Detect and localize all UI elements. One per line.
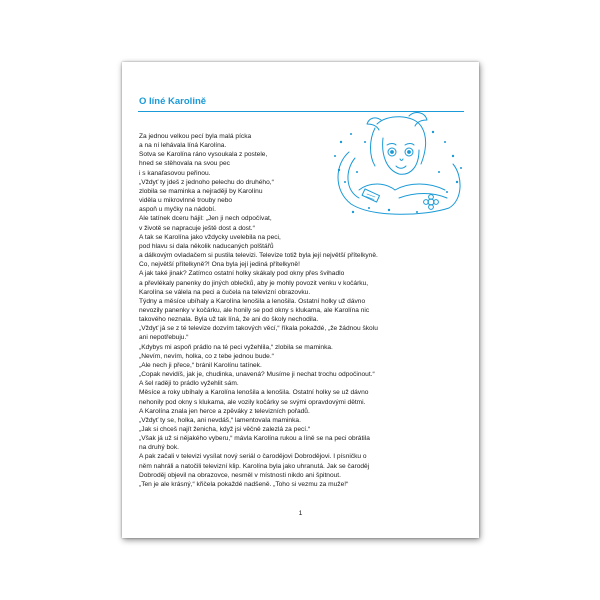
text-line: „Vždyť ty jdeš z jednoho pelechu do druhého,“ <box>139 178 274 186</box>
text-line: na druhý bok. <box>139 444 179 452</box>
text-line: aspoň u myčky na nádobí. <box>139 206 216 214</box>
page-number: 1 <box>298 510 303 517</box>
text-line: zlobila se maminka a nejraději by Karolínu <box>139 187 263 195</box>
text-line: viděla u mikrovlnné trouby nebo <box>139 197 233 205</box>
text-line: „Ale nech ji přece,“ bránil Karolínu tatínek. <box>139 361 262 369</box>
text-line: něm nahráli a natočili televizní klip. Karolína byla jako uhranutá. Jak se čaroděj <box>139 462 370 470</box>
text-line: nevozily panenky v kočárku, ale honily se pod okny s klukama, ale Karolína nic <box>139 306 370 314</box>
document-page <box>122 62 479 538</box>
text-line: a na ní lehávala líná Karolína. <box>139 142 227 150</box>
text-line: „Vždyť ty se, holka, ani nevdáš,“ lamentovala maminka. <box>139 416 301 424</box>
text-line: Karolína se válela na peci a čučela na televizní obrazovku. <box>139 288 311 296</box>
text-line: „Copak nevidíš, jak je, chudinka, unavená? Musíme ji nechat trochu odpočinout.“ <box>139 371 375 379</box>
text-line: ani nepotřebuju.“ <box>139 334 189 342</box>
text-line: Co, největší přítelkyně?! Ona byla její jediná přítelkyně! <box>139 261 300 269</box>
story-title: O líné Karolině <box>139 96 207 107</box>
text-line: A šel raději to prádlo vyžehlit sám. <box>139 380 239 388</box>
text-line: Za jednou velkou pecí byla malá pícka <box>139 133 252 140</box>
text-line: A Karolína znala jen herce a zpěváky z televizních pořadů. <box>139 407 310 415</box>
text-line: nehonily pod okny s klukama, ale vozily kočárky se svými opravdovými dětmi. <box>139 398 366 406</box>
text-line: Dobroděj objevil na obrazovce, nesměl v místnosti nikdo ani špitnout. <box>139 471 341 479</box>
text-line: „Jak si chceš najít ženicha, když jsi věčně zalezlá za pecí.“ <box>139 426 311 433</box>
text-line: A tak se Karolína jako vždycky uvelebila na peci, <box>139 233 281 241</box>
text-line: Sotva se Karolína ráno vysoukala z postele, <box>139 151 268 159</box>
text-line: Týdny a měsíce ubíhaly a Karolína lenošila a lenošila. Ostatní holky už dávno <box>139 297 366 305</box>
text-line: Ale tatínek dceru hájil: „Jen ji nech odpočívat, <box>139 215 272 223</box>
text-line: a převlékaly panenky do jiných oblečků, aby je mohly povozit venku v kočárku, <box>139 279 369 287</box>
text-line: A pak začali v televizi vysílat nový seriál o čarodějovi Dobroděјovi. I písničku o <box>139 453 367 461</box>
story-text <box>139 132 378 489</box>
title-rule <box>138 96 464 112</box>
text-line: v životě se napracuje ještě dost a dost.“ <box>139 224 255 232</box>
text-line: „Ten je ale krásný,“ křičela pokaždé nadšeně. „Toho si vezmu za muže!“ <box>139 480 349 488</box>
text-line: Měsíce a roky ubíhaly a Karolína lenošila a lenošila. Ostatní holky se už dávno <box>139 389 369 397</box>
text-line: a dálkovým ovladačem si pustila televizi. Televize totiž byla její největší přítelkyně. <box>139 252 378 260</box>
text-line: takového neznala. Byla už tak líná, že ani do školy nechodila. <box>139 316 319 324</box>
text-line: i s kanafasovou peřinou. <box>139 169 211 177</box>
text-line: „Kdybys mi aspoň prádlo na té peci vyžehlila,“ zlobila se maminka. <box>139 343 333 351</box>
text-line: A jak také jinak? Zatímco ostatní holky skákaly pod okny přes švihadlo <box>139 270 345 278</box>
text-line: hned se stěhovala na svou pec <box>139 160 230 168</box>
text-line: „Nevím, nevím, holka, co z tebe jednou bude.“ <box>139 352 274 360</box>
text-line: pod hlavu si dala několik naducaných polštářů <box>139 242 274 250</box>
text-line: „Vždyť já se z té televize dozvím takových věcí,“ říkala pokaždé, „že žádnou školu <box>139 325 378 333</box>
text-line: „Však já už si nějakého vyberu,“ mávla Karolína rukou a líně se na peci obrátila <box>139 435 370 443</box>
